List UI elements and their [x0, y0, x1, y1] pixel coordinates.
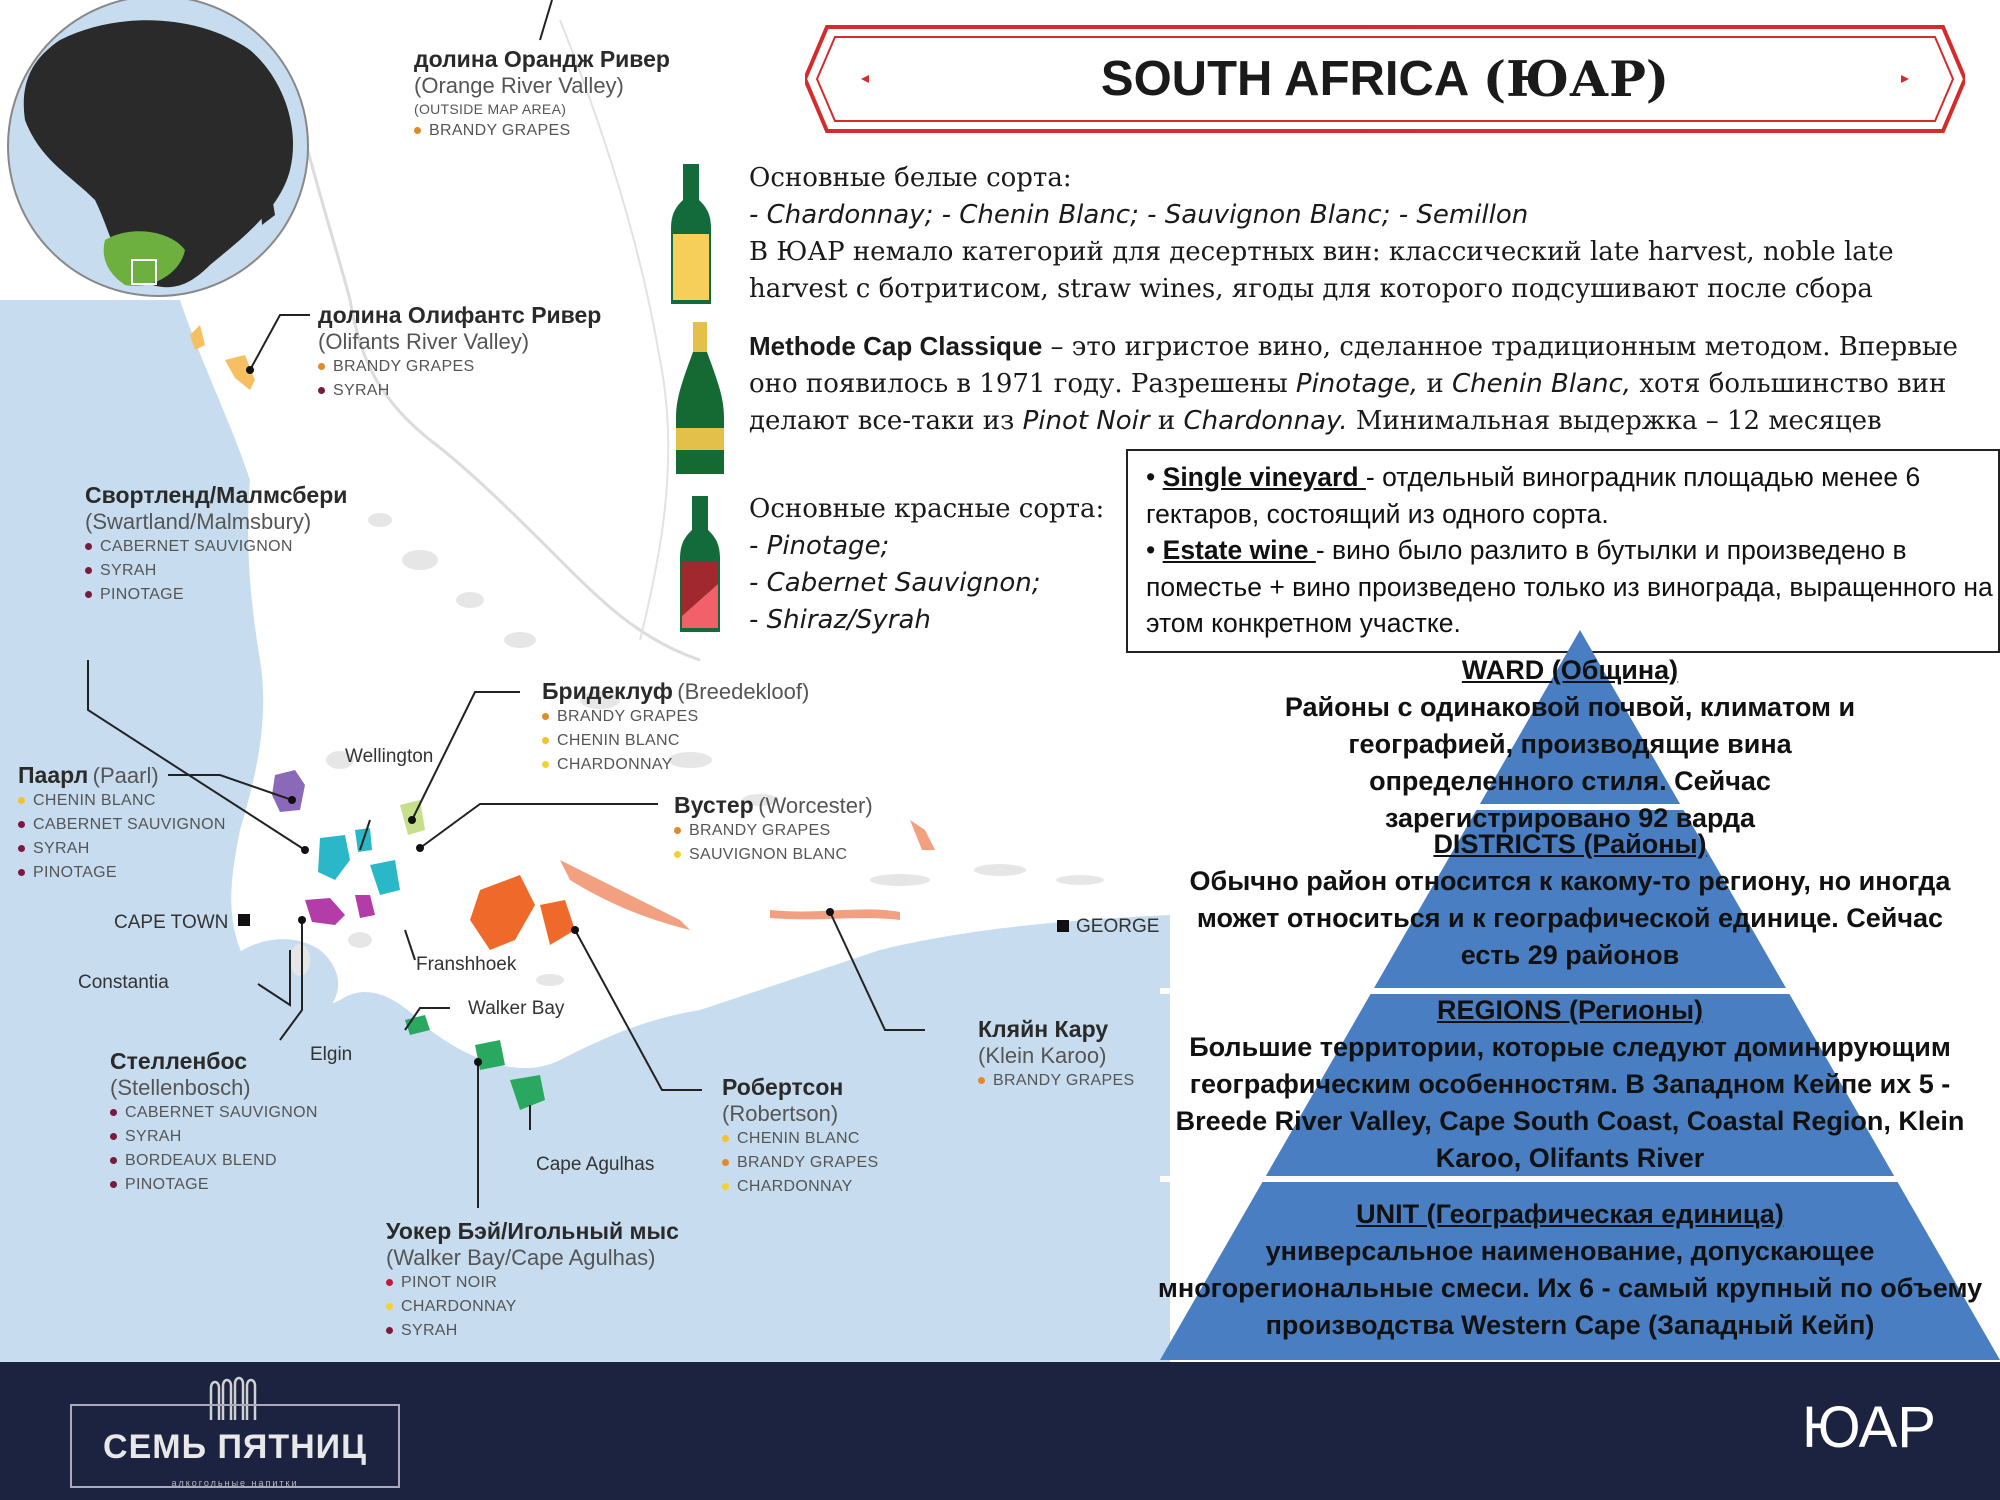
red-varieties-block — [749, 491, 1119, 639]
tier-text: Районы с одинаковой почвой, климатом и географией, производящие вина определенного стиля. Сейчас зарегистрировано 92 варда — [1284, 692, 1856, 833]
tier-heading: WARD (Община) — [1461, 655, 1679, 685]
estate-wine-definition: • Estate wine - вино было разлито в бутылки и произведено в поместье + вино произведено только из винограда, выращенного на этом конкретном участке. — [1146, 535, 1993, 638]
region-note: (OUTSIDE MAP AREA) — [414, 101, 567, 117]
region-name-ru: Паарл — [18, 762, 89, 788]
red-heading: Основные красные сорта: — [749, 494, 1105, 524]
white-varieties-block — [749, 160, 1979, 308]
grape-item: SYRAH — [110, 1125, 318, 1149]
grape-item: PINOTAGE — [18, 861, 226, 885]
sparkling-wine-bottle-icon — [672, 322, 728, 478]
grape-item: CHARDONNAY — [386, 1295, 679, 1319]
tier-heading: DISTRICTS (Районы) — [1433, 829, 1707, 859]
region-breedekloof — [542, 678, 809, 777]
definitions-box — [1126, 449, 2000, 653]
region-name-en: (Breedekloof) — [677, 679, 810, 704]
george-marker — [1057, 920, 1069, 932]
tier-text: Большие территории, которые следуют доминирующим географическим особенностям. В Западном Кейпе их 5 - Breede River Valley, Cape South Coast, Coastal Region, Klein Karoo, Olifants River — [1175, 1032, 1965, 1173]
pyramid-tier-regions — [1140, 992, 2000, 1177]
grape-item: BRANDY GRAPES — [674, 819, 873, 843]
red-wine-bottle-icon — [676, 496, 724, 636]
grape-item: SYRAH — [318, 379, 601, 403]
africa-globe-inset — [8, 0, 308, 296]
grape-item: BRANDY GRAPES — [978, 1069, 1134, 1093]
single-vineyard-definition: • Single vineyard - отдельный виноградник площадью менее 6 гектаров, состоящий из одного сорта. — [1146, 462, 1921, 529]
white-varieties-list: - Chardonnay; - Chenin Blanc; - Sauvignon Blanc; - Semillon — [749, 200, 1529, 230]
mcc-name: Methode Cap Classique — [749, 331, 1043, 361]
red-variety: - Cabernet Sauvignon; — [749, 568, 1041, 598]
town-cape-town: CAPE TOWN — [114, 912, 229, 933]
town-elgin: Elgin — [310, 1044, 353, 1065]
region-name-en: (Worcester) — [758, 793, 873, 818]
tier-heading: REGIONS (Регионы) — [1436, 995, 1704, 1025]
region-name-en: (Robertson) — [722, 1101, 839, 1126]
grape-item: PINOT NOIR — [386, 1271, 679, 1295]
grape-item: SYRAH — [85, 559, 347, 583]
dessert-wines-text: В ЮАР немало категорий для десертных вин: классический late harvest, noble late harvest с ботритисом, straw wines, ягоды для которого подсушивают после сбора — [749, 237, 1894, 304]
region-klein-karoo — [978, 1016, 1134, 1093]
grape-item: SAUVIGNON BLANC — [674, 843, 873, 867]
brand-logo: СЕМЬ ПЯТНИЦ — [103, 1428, 367, 1466]
grape-item: SYRAH — [386, 1319, 679, 1343]
grape-item: CHENIN BLANC — [542, 729, 809, 753]
footer-country-label: ЮАР — [1801, 1395, 1936, 1460]
brand-logo-subtitle: алкогольные напитки — [171, 1478, 299, 1488]
town-george: GEORGE — [1076, 916, 1160, 937]
grape-item: CHARDONNAY — [722, 1175, 878, 1199]
region-name-en: (Olifants River Valley) — [318, 329, 530, 354]
region-olifants — [318, 302, 601, 403]
town-cape-agulhas: Cape Agulhas — [536, 1154, 655, 1175]
capetown-marker — [238, 914, 250, 926]
town-franschhoek: Franshhoek — [416, 954, 517, 975]
grape-item: SYRAH — [18, 837, 226, 861]
page-title: SOUTH AFRICA (ЮАР) — [1100, 50, 1670, 108]
region-name-ru: Кляйн Кару — [978, 1016, 1109, 1042]
tier-text: Обычно район относится к какому-то региону, но иногда может относиться и к географической единице. Сейчас есть 29 районов — [1189, 866, 1951, 970]
grape-item: CHARDONNAY — [542, 753, 809, 777]
region-stellenbosch — [110, 1048, 318, 1197]
grape-item: BRANDY GRAPES — [318, 355, 601, 379]
white-wine-bottle-icon — [668, 164, 714, 310]
grape-item: BRANDY GRAPES — [414, 119, 670, 143]
region-walker-bay — [386, 1218, 679, 1343]
region-name-ru: Стелленбос — [110, 1048, 248, 1074]
region-worcester — [674, 792, 873, 867]
town-constantia: Constantia — [78, 972, 169, 993]
region-orange — [414, 46, 670, 143]
grape-item: BRANDY GRAPES — [722, 1151, 878, 1175]
region-swartland — [85, 482, 347, 607]
region-name-ru: долина Орандж Ривер — [414, 46, 670, 72]
grape-item: CABERNET SAUVIGNON — [85, 535, 347, 559]
pyramid-tier-unit — [1140, 1196, 2000, 1344]
grape-item: CHENIN BLANC — [18, 789, 226, 813]
white-heading: Основные белые сорта: — [749, 163, 1072, 193]
region-name-ru: Уокер Бэй/Игольный мыс — [386, 1218, 679, 1244]
region-robertson — [722, 1074, 878, 1199]
red-variety: - Shiraz/Syrah — [749, 605, 931, 635]
tier-heading: UNIT (Географическая единица) — [1356, 1199, 1784, 1229]
grape-item: CABERNET SAUVIGNON — [110, 1101, 318, 1125]
tier-text: универсальное наименование, допускающее многорегиональные смеси. Их 6 - самый крупный по объему производства Western Cape (Западный Кейп) — [1157, 1236, 1983, 1340]
region-name-en: (Swartland/Malmsbury) — [85, 509, 312, 534]
region-name-en: (Paarl) — [92, 763, 159, 788]
region-paarl — [18, 762, 226, 885]
grape-item: BRANDY GRAPES — [542, 705, 809, 729]
grape-item: BORDEAUX BLEND — [110, 1149, 318, 1173]
grape-item: PINOTAGE — [85, 583, 347, 607]
region-name-en: (Orange River Valley) — [414, 73, 624, 98]
region-name-ru: Свортленд/Малмсбери — [85, 482, 348, 508]
region-name-en: (Klein Karoo) — [978, 1043, 1107, 1068]
grape-item: CABERNET SAUVIGNON — [18, 813, 226, 837]
region-name-en: (Stellenbosch) — [110, 1075, 251, 1100]
grape-item: PINOTAGE — [110, 1173, 318, 1197]
red-variety: - Pinotage; — [749, 531, 890, 561]
region-name-ru: Бридеклуф — [542, 678, 673, 704]
town-walker-bay: Walker Bay — [468, 998, 565, 1019]
mcc-block: Methode Cap Classique – это игристое вино, сделанное традиционным методом. Впервые оно появилось в 1971 году. Разрешены Pinotage, и Chenin Blanc, хотя большинство вин делают все-таки из Pinot Noir и Chardonnay. Минимальная выдержка – 12 месяцев — [749, 331, 1958, 436]
region-name-ru: Вустер — [674, 792, 754, 818]
title-banner — [805, 25, 1965, 133]
pyramid-tier-districts — [1140, 826, 2000, 974]
region-name-en: (Walker Bay/Cape Agulhas) — [386, 1245, 656, 1270]
town-wellington: Wellington — [345, 746, 434, 767]
region-name-ru: Робертсон — [722, 1074, 844, 1100]
region-name-ru: долина Олифантс Ривер — [318, 302, 602, 328]
pyramid-tier-ward — [1140, 652, 2000, 837]
grape-item: CHENIN BLANC — [722, 1127, 878, 1151]
